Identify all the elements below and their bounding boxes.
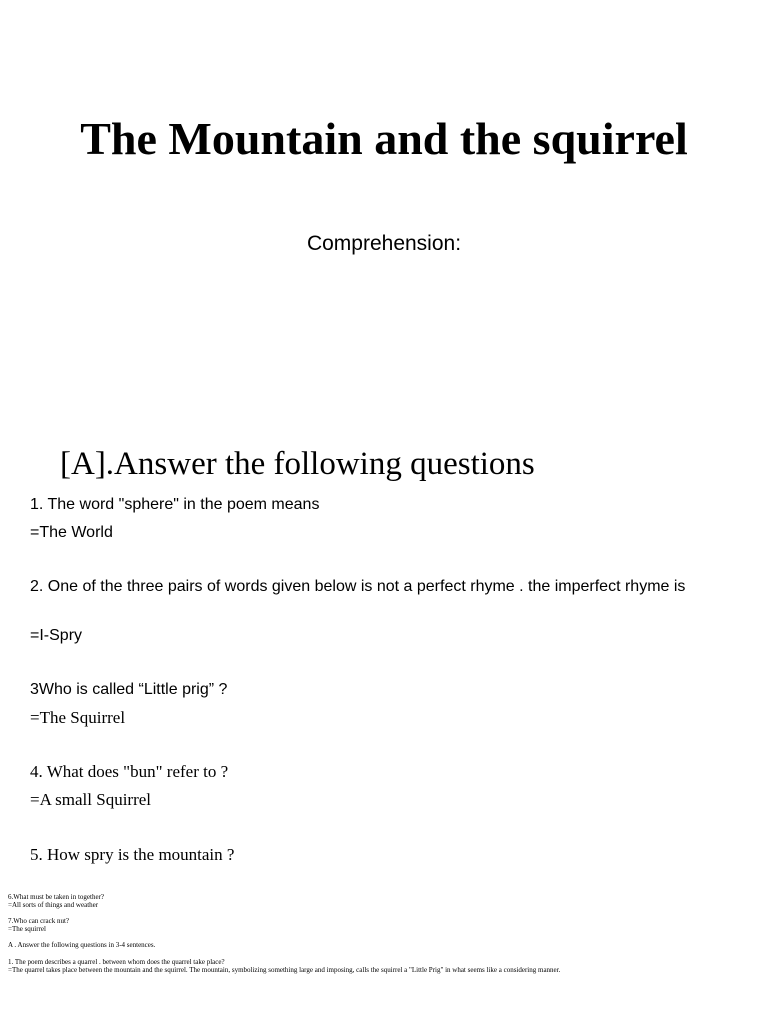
page-subtitle: Comprehension: <box>306 232 462 255</box>
question-2: 2. One of the three pairs of words given below is not a perfect rhyme . the imperfect rhyme is <box>30 578 686 595</box>
section-b-heading: A . Answer the following questions in 3-4 sentences. <box>8 941 156 949</box>
answer-3: =The Squirrel <box>30 708 126 727</box>
question-5: 5. How spry is the mountain ? <box>30 845 235 864</box>
answer-7: =The squirrel <box>8 925 46 933</box>
question-7: 7.Who can crack nut? <box>8 917 70 925</box>
question-6: 6.What must be taken in together? <box>8 893 105 901</box>
section-b-answer-1: =The quarrel takes place between the mountain and the squirrel. The mountain, symbolizing something large and imposing, calls the squirrel a "Little Prig" in what seems like a considering manner. <box>8 966 561 974</box>
answer-6: =All sorts of things and weather <box>8 901 99 909</box>
answer-1: =The World <box>30 524 113 541</box>
section-a-heading: [A].Answer the following questions <box>60 446 535 482</box>
section-b-question-1: 1. The poem describes a quarrel . between whom does the quarrel take place? <box>8 958 225 966</box>
answer-2: =I-Spry <box>30 627 83 644</box>
page-title: The Mountain and the squirrel <box>80 113 688 164</box>
question-3: 3Who is called “Little prig” ? <box>30 681 228 698</box>
answer-4: =A small Squirrel <box>30 790 152 809</box>
question-4: 4. What does "bun" refer to ? <box>30 762 229 781</box>
question-1: 1. The word "sphere" in the poem means <box>30 496 320 513</box>
